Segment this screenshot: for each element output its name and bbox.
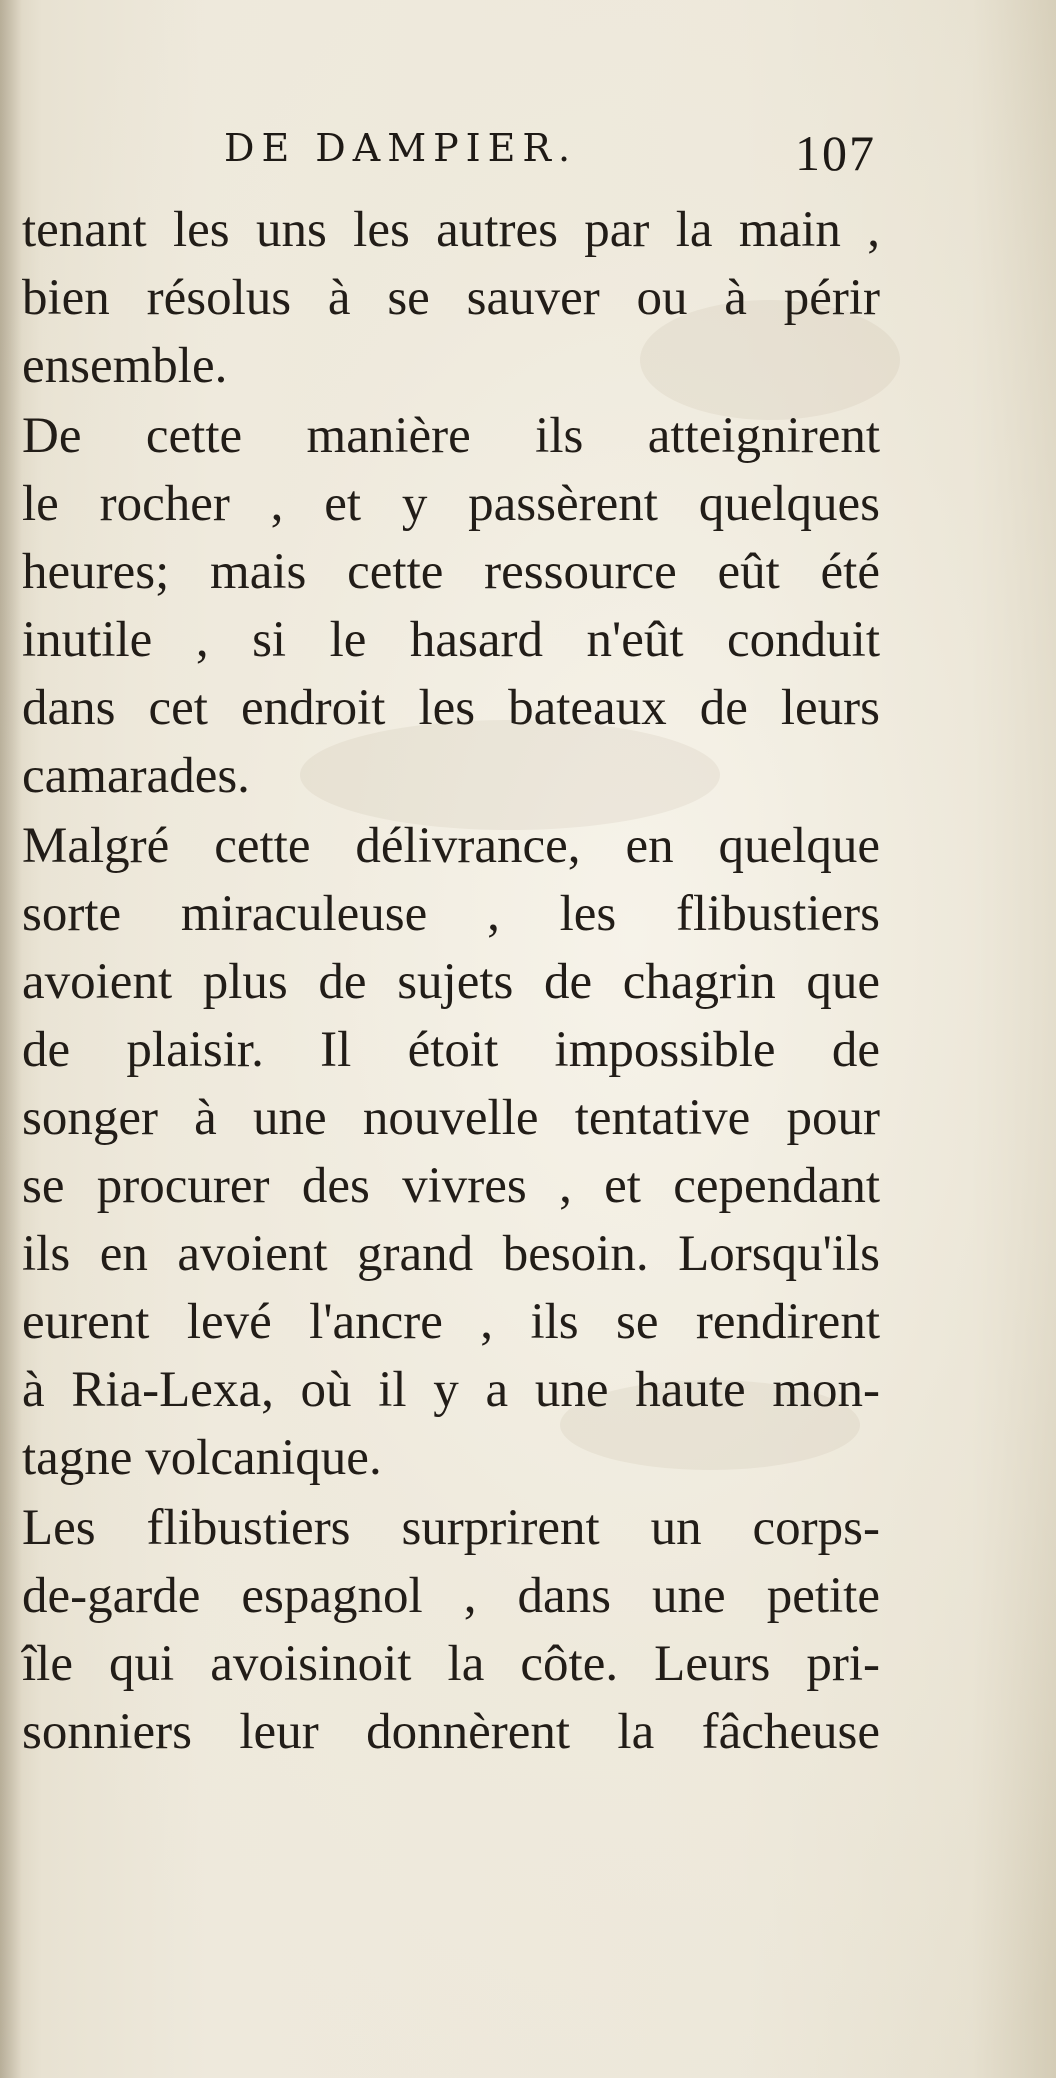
text-line: sonniers leur donnèrent la fâcheuse [22, 1704, 880, 1760]
text-line: se procurer des vivres , et cependant [22, 1158, 880, 1214]
body-text [22, 196, 880, 1766]
text-line: Les flibustiers surprirent un corps- [22, 1500, 880, 1556]
text-line: Malgré cette délivrance, en quelque [22, 818, 880, 874]
text-line: le rocher , et y passèrent quelques [22, 476, 880, 532]
page-edge-shadow [0, 0, 22, 2078]
text-line: heures; mais cette ressource eût été [22, 544, 880, 600]
text-line: ils en avoient grand besoin. Lorsqu'ils [22, 1226, 880, 1282]
text-line: de-garde espagnol , dans une petite [22, 1568, 880, 1624]
running-head: DE DAMPIER. [224, 126, 578, 170]
text-line: ensemble. [22, 338, 228, 394]
text-line: tagne volcanique. [22, 1430, 382, 1486]
text-line: eurent levé l'ancre , ils se rendirent [22, 1294, 880, 1350]
text-line: tenant les uns les autres par la main , [22, 202, 880, 258]
page-number: 107 [795, 125, 876, 181]
text-line: île qui avoisinoit la côte. Leurs pri- [22, 1636, 880, 1692]
text-line: De cette manière ils atteignirent [22, 408, 880, 464]
text-line: songer à une nouvelle tentative pour [22, 1090, 880, 1146]
text-line: à Ria-Lexa, où il y a une haute mon- [22, 1362, 880, 1418]
text-line: avoient plus de sujets de chagrin que [22, 954, 880, 1010]
text-line: camarades. [22, 748, 250, 804]
text-line: dans cet endroit les bateaux de leurs [22, 680, 880, 736]
text-line: de plaisir. Il étoit impossible de [22, 1022, 880, 1078]
text-line: sorte miraculeuse , les flibustiers [22, 886, 880, 942]
text-line: bien résolus à se sauver ou à périr [22, 270, 880, 326]
page-header [224, 126, 876, 182]
text-line: inutile , si le hasard n'eût conduit [22, 612, 880, 668]
